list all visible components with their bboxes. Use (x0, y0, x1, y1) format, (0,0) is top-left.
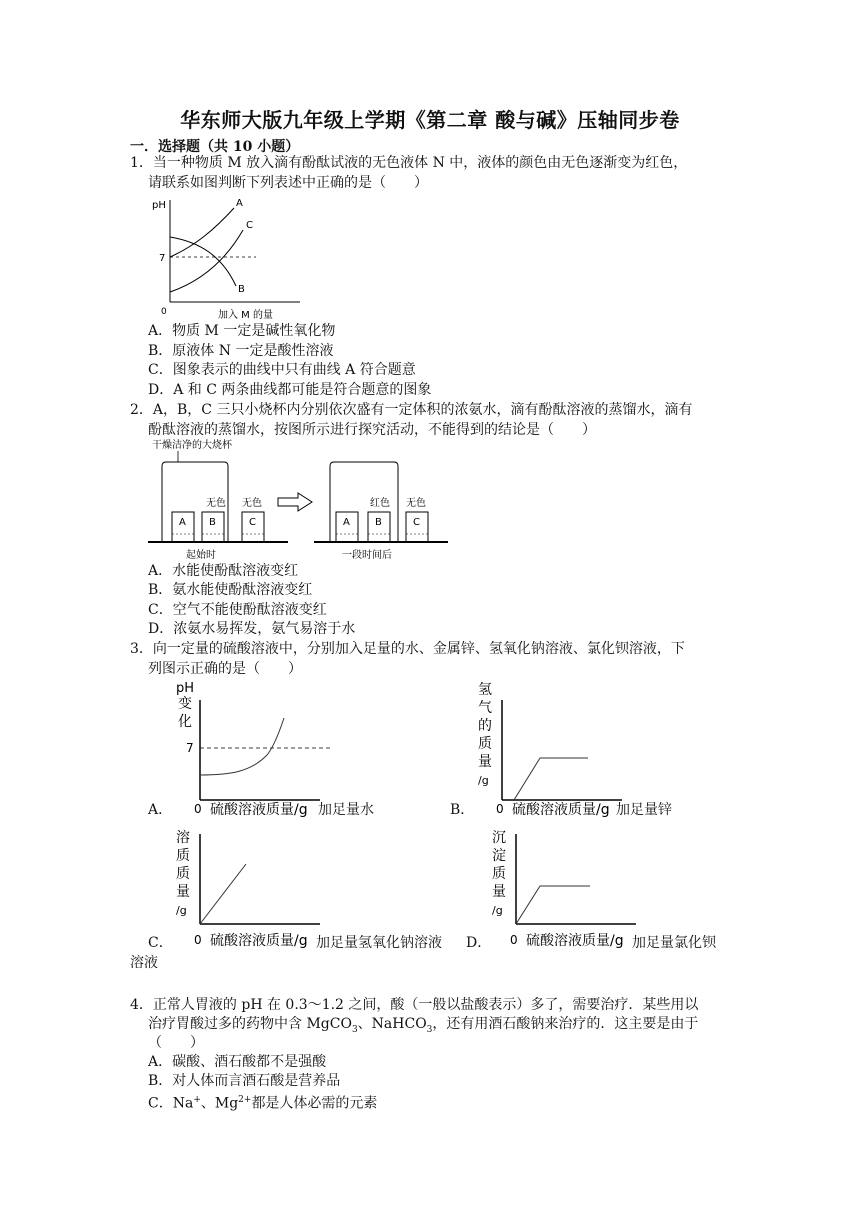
q3d-ylabel-3: 量 (492, 884, 506, 900)
q1-graph-xlabel: 加入 M 的量 (218, 310, 273, 321)
q4-sub2: 3 (426, 1024, 433, 1035)
q3-stem-line1: 3．向一定量的硫酸溶液中，分别加入足量的水、金属锌、氢氧化钠溶液、氯化钡溶液，下 (130, 641, 685, 657)
q1-stem-line2: 请联系如图判断下列表述中正确的是（ ） (148, 175, 428, 191)
q2-left-b-color: 无色 (206, 498, 226, 509)
q3d-xlabel: 硫酸溶液质量/g (526, 933, 624, 949)
q3c-ylabel-3: 量 (176, 884, 190, 900)
q2-left-c-color: 无色 (242, 498, 262, 509)
q3-graph-a (170, 680, 340, 820)
q3a-ylabel-0: pH (176, 681, 195, 696)
q1-graph-curve-c: C (246, 220, 253, 231)
q3-option-a-caption: 加足量水 (318, 802, 374, 818)
q2-left-b: B (209, 517, 216, 528)
q2-option-c: C．空气不能使酚酞溶液变红 (148, 602, 327, 618)
q4-stem-line3: （ ） (148, 1035, 204, 1051)
q2-right-c-color: 无色 (406, 498, 426, 509)
q1-option-d: D．A 和 C 两条曲线都可能是符合题意的图象 (148, 382, 432, 398)
q1-option-b: B．原液体 N 一定是酸性溶液 (148, 343, 334, 359)
q2-right-c: C (413, 517, 420, 528)
q3-graph-b (472, 680, 642, 820)
q3-option-d-wrap: 溶液 (130, 955, 158, 971)
q3c-ylabel-0: 溶 (176, 830, 190, 846)
q1-graph-origin: 0 (161, 307, 167, 317)
q3-option-d-caption: 加足量氯化钡 (632, 935, 716, 951)
q2-big-beaker-label: 干燥洁净的大烧杯 (152, 440, 232, 451)
q3b-ylabel-5: /g (478, 774, 489, 787)
q4-stem-line1: 4．正常人胃液的 pH 在 0.3～1.2 之间，酸（一般以盐酸表示）多了，需要治疗．某些用以 (130, 997, 699, 1013)
q3a-ylabel-2: 化 (178, 714, 192, 730)
q3b-ylabel-1: 气 (478, 700, 492, 716)
q3a-y7: 7 (186, 741, 194, 755)
q1-graph-curve-a: A (236, 198, 243, 209)
q3-stem-line2: 列图示正确的是（ ） (148, 661, 302, 677)
q3b-ylabel-0: 氢 (478, 682, 492, 698)
q4-line2-a: 治疗胃酸过多的药物中含 MgCO (148, 1016, 352, 1032)
q3d-ylabel-4: /g (492, 904, 503, 917)
q3c-ylabel-2: 质 (176, 866, 190, 882)
q4-line2-c: ，还有用酒石酸钠来治疗的．这主要是由于 (432, 1016, 699, 1032)
q3b-ylabel-2: 的 (478, 718, 492, 734)
q2-right-a: A (343, 517, 350, 528)
q4-optc-sup1: + (193, 1095, 201, 1105)
q2-option-a: A．水能使酚酞溶液变红 (148, 563, 299, 579)
q3b-xlabel: 硫酸溶液质量/g (512, 802, 610, 818)
q2-caption-later: 一段时间后 (342, 550, 392, 561)
q1-graph-curve-b: B (238, 284, 245, 295)
q3b-origin: 0 (496, 802, 504, 816)
q4-option-a: A．碳酸、酒石酸都不是强酸 (148, 1054, 327, 1070)
q3b-ylabel-3: 质 (478, 736, 492, 752)
q1-option-a: A．物质 M 一定是碱性氧化物 (148, 323, 336, 339)
q4-stem-line2 (148, 1015, 698, 1039)
q3-graph-c (170, 816, 340, 956)
q3a-origin: 0 (194, 802, 202, 816)
q4-optc-c: 都是人体必需的元素 (251, 1095, 378, 1112)
q4-option-c (148, 1091, 377, 1113)
page-title: 华东师大版九年级上学期《第二章 酸与碱》压轴同步卷 (180, 108, 680, 132)
q1-ph-graph (150, 194, 310, 322)
q4-sub1: 3 (351, 1024, 358, 1035)
q2-beaker-figure (148, 436, 448, 564)
q4-optc-a: C．Na (148, 1095, 194, 1112)
q3d-ylabel-2: 质 (492, 866, 506, 882)
q1-option-c: C．图象表示的曲线中只有曲线 A 符合题意 (148, 362, 416, 378)
q3-option-c-letter: C． (148, 935, 173, 951)
q4-line2-b: 、NaHCO (357, 1016, 427, 1032)
q3a-xlabel: 硫酸溶液质量/g (210, 802, 308, 818)
q3c-ylabel-4: /g (176, 904, 187, 917)
q3d-ylabel-0: 沉 (492, 830, 506, 846)
q4-optc-b: 、Mg (200, 1095, 239, 1112)
q4-optc-sup2: 2+ (238, 1095, 252, 1105)
q2-right-b-color: 红色 (370, 498, 390, 509)
q4-option-b: B．对人体而言酒石酸是营养品 (148, 1073, 341, 1089)
q3-option-b-caption: 加足量锌 (616, 802, 672, 818)
q2-stem-line2: 酚酞溶液的蒸馏水，按图所示进行探究活动，不能得到的结论是（ ） (148, 422, 596, 438)
q3d-ylabel-1: 淀 (492, 848, 506, 864)
q3-option-a-letter: A． (148, 802, 173, 818)
q3b-ylabel-4: 量 (478, 754, 492, 770)
q2-stem-line1: 2．A，B，C 三只小烧杯内分别依次盛有一定体积的浓氨水，滴有酚酞溶液的蒸馏水，滴有 (130, 402, 693, 418)
q2-left-c: C (249, 517, 256, 528)
q1-graph-ylabel: pH (152, 200, 166, 211)
section-heading: 一．选择题（共 10 小题） (130, 139, 300, 155)
q2-right-b: B (375, 517, 382, 528)
q3-option-c-caption: 加足量氢氧化钠溶液 (316, 935, 442, 951)
q3-option-b-letter: B． (450, 802, 475, 818)
q2-option-d: D．浓氨水易挥发，氨气易溶于水 (148, 621, 356, 637)
q2-caption-start: 起始时 (186, 550, 216, 561)
q3c-xlabel: 硫酸溶液质量/g (210, 933, 308, 949)
q1-stem-line1: 1．当一种物质 M 放入滴有酚酞试液的无色液体 N 中，液体的颜色由无色逐渐变为红色， (130, 155, 688, 171)
q3d-origin: 0 (510, 933, 518, 947)
q3c-ylabel-1: 质 (176, 848, 190, 864)
q2-option-b: B．氨水能使酚酞溶液变红 (148, 582, 313, 598)
q3-option-d-letter: D． (466, 935, 492, 951)
q2-left-a: A (179, 517, 186, 528)
q1-graph-y7: 7 (159, 253, 166, 264)
q3-graph-d (486, 816, 656, 956)
q3c-origin: 0 (194, 933, 202, 947)
q3a-ylabel-1: 变 (178, 696, 192, 712)
